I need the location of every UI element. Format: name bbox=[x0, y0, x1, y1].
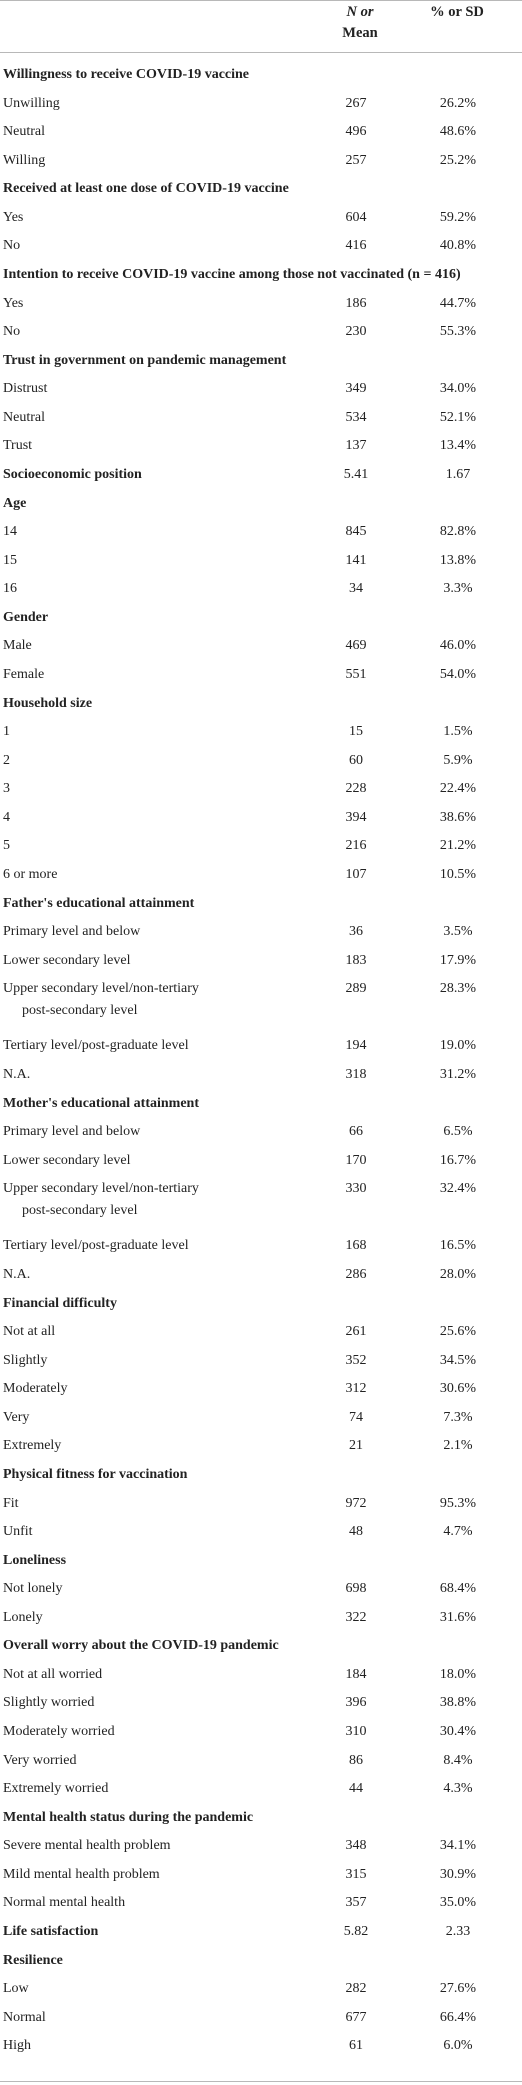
table-row bbox=[0, 1721, 522, 1749]
cell-n-or-mean: 186 bbox=[345, 296, 367, 311]
cell-pct-or-sd: 25.2% bbox=[439, 153, 477, 168]
cell-n-or-mean: 61 bbox=[349, 2038, 363, 2053]
table-row bbox=[0, 407, 522, 435]
row-label: Neutral bbox=[3, 410, 45, 425]
cell-pct-or-sd: 5.9% bbox=[443, 753, 473, 768]
table-row bbox=[0, 664, 522, 692]
table-row bbox=[0, 1064, 522, 1092]
table-row bbox=[0, 1978, 522, 2006]
table-row bbox=[0, 978, 522, 1034]
cell-pct-or-sd: 52.1% bbox=[439, 410, 477, 425]
row-label: Low bbox=[3, 1981, 29, 1996]
cell-pct-or-sd: 16.5% bbox=[439, 1238, 477, 1253]
cell-pct-or-sd: 1.5% bbox=[443, 724, 473, 739]
cell-pct-or-sd: 82.8% bbox=[439, 524, 477, 539]
cell-n-or-mean: 228 bbox=[345, 781, 367, 796]
table-row bbox=[0, 1521, 522, 1549]
header-pct-line1: % or SD bbox=[430, 4, 484, 20]
cell-n-or-mean: 170 bbox=[345, 1153, 367, 1168]
table-row bbox=[0, 1178, 522, 1234]
row-label: Upper secondary level/non-tertiary bbox=[3, 981, 199, 996]
table-row bbox=[0, 1692, 522, 1720]
row-label: 16 bbox=[3, 581, 17, 596]
cell-n-or-mean: 312 bbox=[345, 1381, 367, 1396]
section-row bbox=[0, 693, 522, 721]
row-label: Not at all bbox=[3, 1324, 56, 1339]
table-row bbox=[0, 921, 522, 949]
cell-pct-or-sd: 16.7% bbox=[439, 1153, 477, 1168]
table-row bbox=[0, 1778, 522, 1806]
section-row bbox=[0, 1635, 522, 1663]
cell-n-or-mean: 352 bbox=[345, 1353, 367, 1368]
cell-pct-or-sd: 3.3% bbox=[443, 581, 473, 596]
section-row bbox=[0, 64, 522, 92]
cell-n-or-mean: 416 bbox=[345, 238, 367, 253]
cell-pct-or-sd: 54.0% bbox=[439, 667, 477, 682]
section-label: Socioeconomic position bbox=[3, 467, 142, 482]
header-n-italic: N or bbox=[346, 4, 374, 20]
row-label-continued: post-secondary level bbox=[22, 1203, 138, 1218]
cell-pct-or-sd: 19.0% bbox=[439, 1038, 477, 1053]
table-row bbox=[0, 1864, 522, 1892]
section-label: Physical fitness for vaccination bbox=[3, 1467, 188, 1482]
table-row bbox=[0, 635, 522, 663]
row-label: Female bbox=[3, 667, 45, 682]
table-row bbox=[0, 1378, 522, 1406]
cell-pct-or-sd: 31.2% bbox=[439, 1067, 477, 1082]
cell-pct-or-sd: 34.5% bbox=[439, 1353, 477, 1368]
cell-pct-or-sd: 30.6% bbox=[439, 1381, 477, 1396]
cell-n-or-mean: 315 bbox=[345, 1867, 367, 1882]
table-row bbox=[0, 1835, 522, 1863]
row-label: High bbox=[3, 2038, 31, 2053]
row-label: Extremely worried bbox=[3, 1781, 109, 1796]
row-label: N.A. bbox=[3, 1267, 31, 1282]
row-label: Tertiary level/post-graduate level bbox=[3, 1038, 189, 1053]
row-label: Moderately bbox=[3, 1381, 68, 1396]
cell-n-or-mean: 36 bbox=[349, 924, 363, 939]
cell-n-or-mean: 469 bbox=[345, 638, 367, 653]
row-label: Extremely bbox=[3, 1438, 62, 1453]
cell-n-or-mean: 48 bbox=[349, 1524, 363, 1539]
section-label: Intention to receive COVID-19 vaccine among those not vaccinated (n = 416) bbox=[3, 267, 461, 282]
table-row bbox=[0, 1750, 522, 1778]
row-label: Neutral bbox=[3, 124, 45, 139]
cell-n-or-mean: 15 bbox=[349, 724, 363, 739]
table-row bbox=[0, 1892, 522, 1920]
table-row bbox=[0, 321, 522, 349]
cell-pct-or-sd: 55.3% bbox=[439, 324, 477, 339]
cell-pct-or-sd: 28.3% bbox=[439, 981, 477, 996]
row-label: Severe mental health problem bbox=[3, 1838, 171, 1853]
table-row bbox=[0, 150, 522, 178]
table-row bbox=[0, 1035, 522, 1063]
cell-pct-or-sd: 18.0% bbox=[439, 1667, 477, 1682]
row-label: No bbox=[3, 238, 21, 253]
cell-pct-or-sd: 32.4% bbox=[439, 1181, 477, 1196]
row-label: 2 bbox=[3, 753, 10, 768]
row-label: N.A. bbox=[3, 1067, 31, 1082]
section-label: Mother's educational attainment bbox=[3, 1096, 199, 1111]
section-row bbox=[0, 350, 522, 378]
row-label: Slightly bbox=[3, 1353, 48, 1368]
cell-n-or-mean: 230 bbox=[345, 324, 367, 339]
cell-n-or-mean: 534 bbox=[345, 410, 367, 425]
cell-pct-or-sd: 13.8% bbox=[439, 553, 477, 568]
row-label: Trust bbox=[3, 438, 33, 453]
cell-n-or-mean: 972 bbox=[345, 1496, 367, 1511]
table-row bbox=[0, 721, 522, 749]
cell-pct-or-sd: 46.0% bbox=[439, 638, 477, 653]
table-row bbox=[0, 521, 522, 549]
section-row bbox=[0, 178, 522, 206]
table-row bbox=[0, 1607, 522, 1635]
table-row bbox=[0, 578, 522, 606]
cell-pct-or-sd: 4.3% bbox=[443, 1781, 473, 1796]
cell-n-or-mean: 349 bbox=[345, 381, 367, 396]
cell-pct-or-sd: 2.1% bbox=[443, 1438, 473, 1453]
cell-n-or-mean: 496 bbox=[345, 124, 367, 139]
table-row bbox=[0, 1493, 522, 1521]
cell-pct-or-sd: 2.33 bbox=[445, 1924, 471, 1939]
section-row bbox=[0, 1807, 522, 1835]
header-pct-or-sd bbox=[412, 2, 502, 23]
section-label: Received at least one dose of COVID-19 vaccine bbox=[3, 181, 289, 196]
row-label: Normal mental health bbox=[3, 1895, 126, 1910]
row-label: Normal bbox=[3, 2010, 46, 2025]
cell-pct-or-sd: 26.2% bbox=[439, 96, 477, 111]
section-row bbox=[0, 1293, 522, 1321]
cell-n-or-mean: 216 bbox=[345, 838, 367, 853]
cell-n-or-mean: 168 bbox=[345, 1238, 367, 1253]
row-label: Primary level and below bbox=[3, 924, 141, 939]
row-label: Fit bbox=[3, 1496, 19, 1511]
table-row bbox=[0, 750, 522, 778]
cell-pct-or-sd: 22.4% bbox=[439, 781, 477, 796]
cell-pct-or-sd: 30.9% bbox=[439, 1867, 477, 1882]
section-label: Gender bbox=[3, 610, 49, 625]
table-row bbox=[0, 864, 522, 892]
cell-n-or-mean: 137 bbox=[345, 438, 367, 453]
cell-n-or-mean: 60 bbox=[349, 753, 363, 768]
row-label: Upper secondary level/non-tertiary bbox=[3, 1181, 199, 1196]
cell-pct-or-sd: 48.6% bbox=[439, 124, 477, 139]
cell-pct-or-sd: 68.4% bbox=[439, 1581, 477, 1596]
section-label: Mental health status during the pandemic bbox=[3, 1810, 254, 1825]
table-row bbox=[0, 778, 522, 806]
section-row bbox=[0, 607, 522, 635]
table-row bbox=[0, 435, 522, 463]
header-n-or-mean bbox=[320, 2, 400, 44]
cell-n-or-mean: 34 bbox=[349, 581, 363, 596]
cell-n-or-mean: 86 bbox=[349, 1753, 363, 1768]
header-n-line2: Mean bbox=[342, 25, 378, 41]
table-row bbox=[0, 1435, 522, 1463]
cell-pct-or-sd: 7.3% bbox=[443, 1410, 473, 1425]
row-label: Unfit bbox=[3, 1524, 33, 1539]
section-label: Willingness to receive COVID-19 vaccine bbox=[3, 67, 250, 82]
top-rule bbox=[0, 0, 522, 1]
table-row bbox=[0, 93, 522, 121]
cell-n-or-mean: 107 bbox=[345, 867, 367, 882]
row-label: Mild mental health problem bbox=[3, 1867, 160, 1882]
cell-pct-or-sd: 34.1% bbox=[439, 1838, 477, 1853]
cell-pct-or-sd: 38.6% bbox=[439, 810, 477, 825]
cell-n-or-mean: 322 bbox=[345, 1610, 367, 1625]
cell-pct-or-sd: 34.0% bbox=[439, 381, 477, 396]
table-row bbox=[0, 950, 522, 978]
cell-n-or-mean: 394 bbox=[345, 810, 367, 825]
table-row bbox=[0, 378, 522, 406]
row-label: Very bbox=[3, 1410, 30, 1425]
section-row bbox=[0, 893, 522, 921]
table-row bbox=[0, 1321, 522, 1349]
row-label: Not at all worried bbox=[3, 1667, 103, 1682]
cell-n-or-mean: 66 bbox=[349, 1124, 363, 1139]
cell-pct-or-sd: 35.0% bbox=[439, 1895, 477, 1910]
cell-n-or-mean: 257 bbox=[345, 153, 367, 168]
cell-n-or-mean: 194 bbox=[345, 1038, 367, 1053]
cell-n-or-mean: 74 bbox=[349, 1410, 363, 1425]
row-label: Yes bbox=[3, 296, 24, 311]
section-label: Father's educational attainment bbox=[3, 896, 195, 911]
cell-n-or-mean: 677 bbox=[345, 2010, 367, 2025]
cell-pct-or-sd: 95.3% bbox=[439, 1496, 477, 1511]
table-row bbox=[0, 1664, 522, 1692]
section-row bbox=[0, 264, 522, 292]
row-label: Distrust bbox=[3, 381, 48, 396]
cell-pct-or-sd: 1.67 bbox=[445, 467, 471, 482]
section-row bbox=[0, 1550, 522, 1578]
row-label: 4 bbox=[3, 810, 10, 825]
row-label: Very worried bbox=[3, 1753, 77, 1768]
row-label: 3 bbox=[3, 781, 10, 796]
cell-n-or-mean: 21 bbox=[349, 1438, 363, 1453]
row-label: 14 bbox=[3, 524, 17, 539]
section-row bbox=[0, 1464, 522, 1492]
cell-pct-or-sd: 25.6% bbox=[439, 1324, 477, 1339]
row-label: Yes bbox=[3, 210, 24, 225]
cell-n-or-mean: 5.82 bbox=[343, 1924, 369, 1939]
section-label: Financial difficulty bbox=[3, 1296, 117, 1311]
table-row bbox=[0, 550, 522, 578]
row-label: Not lonely bbox=[3, 1581, 63, 1596]
table-row bbox=[0, 293, 522, 321]
cell-n-or-mean: 267 bbox=[345, 96, 367, 111]
table-row bbox=[0, 121, 522, 149]
table-row bbox=[0, 2007, 522, 2035]
row-label: Primary level and below bbox=[3, 1124, 141, 1139]
section-row bbox=[0, 1921, 522, 1949]
cell-n-or-mean: 604 bbox=[345, 210, 367, 225]
header-rule bbox=[0, 52, 522, 53]
table-row bbox=[0, 1407, 522, 1435]
cell-pct-or-sd: 10.5% bbox=[439, 867, 477, 882]
section-label: Household size bbox=[3, 696, 93, 711]
cell-pct-or-sd: 6.5% bbox=[443, 1124, 473, 1139]
cell-n-or-mean: 348 bbox=[345, 1838, 367, 1853]
table-row bbox=[0, 235, 522, 263]
cell-n-or-mean: 396 bbox=[345, 1695, 367, 1710]
row-label: Slightly worried bbox=[3, 1695, 95, 1710]
section-label: Life satisfaction bbox=[3, 1924, 99, 1939]
table-row bbox=[0, 835, 522, 863]
cell-n-or-mean: 551 bbox=[345, 667, 367, 682]
cell-pct-or-sd: 3.5% bbox=[443, 924, 473, 939]
cell-pct-or-sd: 4.7% bbox=[443, 1524, 473, 1539]
row-label: Lower secondary level bbox=[3, 1153, 131, 1168]
row-label: 1 bbox=[3, 724, 10, 739]
cell-n-or-mean: 310 bbox=[345, 1724, 367, 1739]
cell-n-or-mean: 5.41 bbox=[343, 467, 369, 482]
cell-n-or-mean: 141 bbox=[345, 553, 367, 568]
cell-pct-or-sd: 30.4% bbox=[439, 1724, 477, 1739]
cell-n-or-mean: 282 bbox=[345, 1981, 367, 1996]
section-label: Trust in government on pandemic management bbox=[3, 353, 287, 368]
cell-n-or-mean: 261 bbox=[345, 1324, 367, 1339]
cell-n-or-mean: 357 bbox=[345, 1895, 367, 1910]
row-label: Moderately worried bbox=[3, 1724, 115, 1739]
row-label: No bbox=[3, 324, 21, 339]
cell-pct-or-sd: 44.7% bbox=[439, 296, 477, 311]
cell-n-or-mean: 183 bbox=[345, 953, 367, 968]
cell-n-or-mean: 44 bbox=[349, 1781, 363, 1796]
section-row bbox=[0, 1950, 522, 1978]
cell-n-or-mean: 698 bbox=[345, 1581, 367, 1596]
table-row bbox=[0, 1235, 522, 1263]
row-label: Lower secondary level bbox=[3, 953, 131, 968]
cell-pct-or-sd: 28.0% bbox=[439, 1267, 477, 1282]
cell-n-or-mean: 330 bbox=[345, 1181, 367, 1196]
cell-pct-or-sd: 13.4% bbox=[439, 438, 477, 453]
row-label: Lonely bbox=[3, 1610, 43, 1625]
section-label: Resilience bbox=[3, 1953, 63, 1968]
section-label: Age bbox=[3, 496, 27, 511]
cell-pct-or-sd: 59.2% bbox=[439, 210, 477, 225]
cell-pct-or-sd: 66.4% bbox=[439, 2010, 477, 2025]
row-label: Unwilling bbox=[3, 96, 60, 111]
cell-pct-or-sd: 40.8% bbox=[439, 238, 477, 253]
cell-n-or-mean: 289 bbox=[345, 981, 367, 996]
cell-n-or-mean: 318 bbox=[345, 1067, 367, 1082]
cell-n-or-mean: 286 bbox=[345, 1267, 367, 1282]
section-row bbox=[0, 464, 522, 492]
cell-n-or-mean: 184 bbox=[345, 1667, 367, 1682]
cell-pct-or-sd: 21.2% bbox=[439, 838, 477, 853]
row-label: Willing bbox=[3, 153, 46, 168]
table-row bbox=[0, 1578, 522, 1606]
row-label-continued: post-secondary level bbox=[22, 1003, 138, 1018]
section-row bbox=[0, 1093, 522, 1121]
table-row bbox=[0, 2035, 522, 2063]
table-row bbox=[0, 207, 522, 235]
row-label: 15 bbox=[3, 553, 17, 568]
cell-pct-or-sd: 17.9% bbox=[439, 953, 477, 968]
cell-pct-or-sd: 27.6% bbox=[439, 1981, 477, 1996]
cell-n-or-mean: 845 bbox=[345, 524, 367, 539]
row-label: Tertiary level/post-graduate level bbox=[3, 1238, 189, 1253]
table-row bbox=[0, 807, 522, 835]
cell-pct-or-sd: 6.0% bbox=[443, 2038, 473, 2053]
section-row bbox=[0, 493, 522, 521]
cell-pct-or-sd: 38.8% bbox=[439, 1695, 477, 1710]
row-label: 5 bbox=[3, 838, 10, 853]
cell-pct-or-sd: 31.6% bbox=[439, 1610, 477, 1625]
table-row bbox=[0, 1150, 522, 1178]
section-label: Loneliness bbox=[3, 1553, 67, 1568]
table-row bbox=[0, 1121, 522, 1149]
table-row bbox=[0, 1264, 522, 1292]
row-label: 6 or more bbox=[3, 867, 58, 882]
cell-pct-or-sd: 8.4% bbox=[443, 1753, 473, 1768]
bottom-rule bbox=[0, 2081, 522, 2082]
table-row bbox=[0, 1350, 522, 1378]
row-label: Male bbox=[3, 638, 32, 653]
section-label: Overall worry about the COVID-19 pandemic bbox=[3, 1638, 279, 1653]
